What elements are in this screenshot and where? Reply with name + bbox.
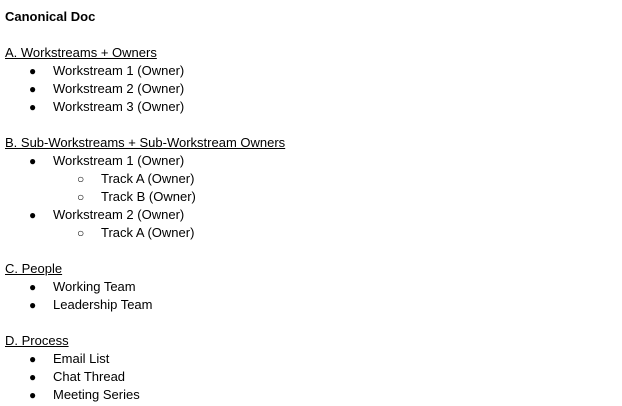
section-d-heading: D. Process: [5, 333, 69, 348]
spacer: [5, 242, 617, 260]
bullet-icon: ●: [29, 100, 37, 114]
list-item: [5, 278, 617, 296]
list-item-text: Working Team: [53, 279, 136, 294]
list-item: [5, 152, 617, 170]
sub-list-item-text: Track A (Owner): [101, 171, 195, 186]
bullet-icon: ●: [29, 154, 37, 168]
hollow-bullet-icon: ○: [77, 172, 85, 186]
bullet-icon: ●: [29, 64, 37, 78]
spacer: [5, 314, 617, 332]
list-item: [5, 368, 617, 386]
document-body: [5, 8, 617, 404]
bullet-icon: ●: [29, 280, 37, 294]
list-item-text: Workstream 2 (Owner): [53, 81, 185, 96]
sub-list-item: [5, 170, 617, 188]
list-item: [5, 62, 617, 80]
bullet-icon: ●: [29, 388, 37, 402]
sub-list-item-text: Track A (Owner): [101, 225, 195, 240]
sub-list-item: [5, 224, 617, 242]
list-item-text: Workstream 1 (Owner): [53, 153, 185, 168]
section-c-heading: C. People: [5, 261, 63, 276]
list-item: [5, 386, 617, 404]
section-b-heading: B. Sub-Workstreams + Sub-Workstream Owners: [5, 135, 286, 150]
list-item-text: Leadership Team: [53, 297, 153, 312]
bullet-icon: ●: [29, 82, 37, 96]
list-item: [5, 296, 617, 314]
list-item-text: Email List: [53, 351, 110, 366]
hollow-bullet-icon: ○: [77, 226, 85, 240]
list-item-text: Workstream 2 (Owner): [53, 207, 185, 222]
section-a-heading: A. Workstreams + Owners: [5, 45, 157, 60]
list-item-text: Workstream 3 (Owner): [53, 99, 185, 114]
list-item-text: Meeting Series: [53, 387, 140, 402]
list-item: [5, 98, 617, 116]
spacer: [5, 26, 617, 44]
list-item: [5, 80, 617, 98]
hollow-bullet-icon: ○: [77, 190, 85, 204]
bullet-icon: ●: [29, 208, 37, 222]
list-item: [5, 350, 617, 368]
list-item-text: Chat Thread: [53, 369, 126, 384]
list-item: [5, 206, 617, 224]
bullet-icon: ●: [29, 352, 37, 366]
sub-list-item: [5, 188, 617, 206]
spacer: [5, 116, 617, 134]
sub-list-item-text: Track B (Owner): [101, 189, 196, 204]
list-item-text: Workstream 1 (Owner): [53, 63, 185, 78]
bullet-icon: ●: [29, 298, 37, 312]
bullet-icon: ●: [29, 370, 37, 384]
doc-title: Canonical Doc: [5, 9, 96, 24]
